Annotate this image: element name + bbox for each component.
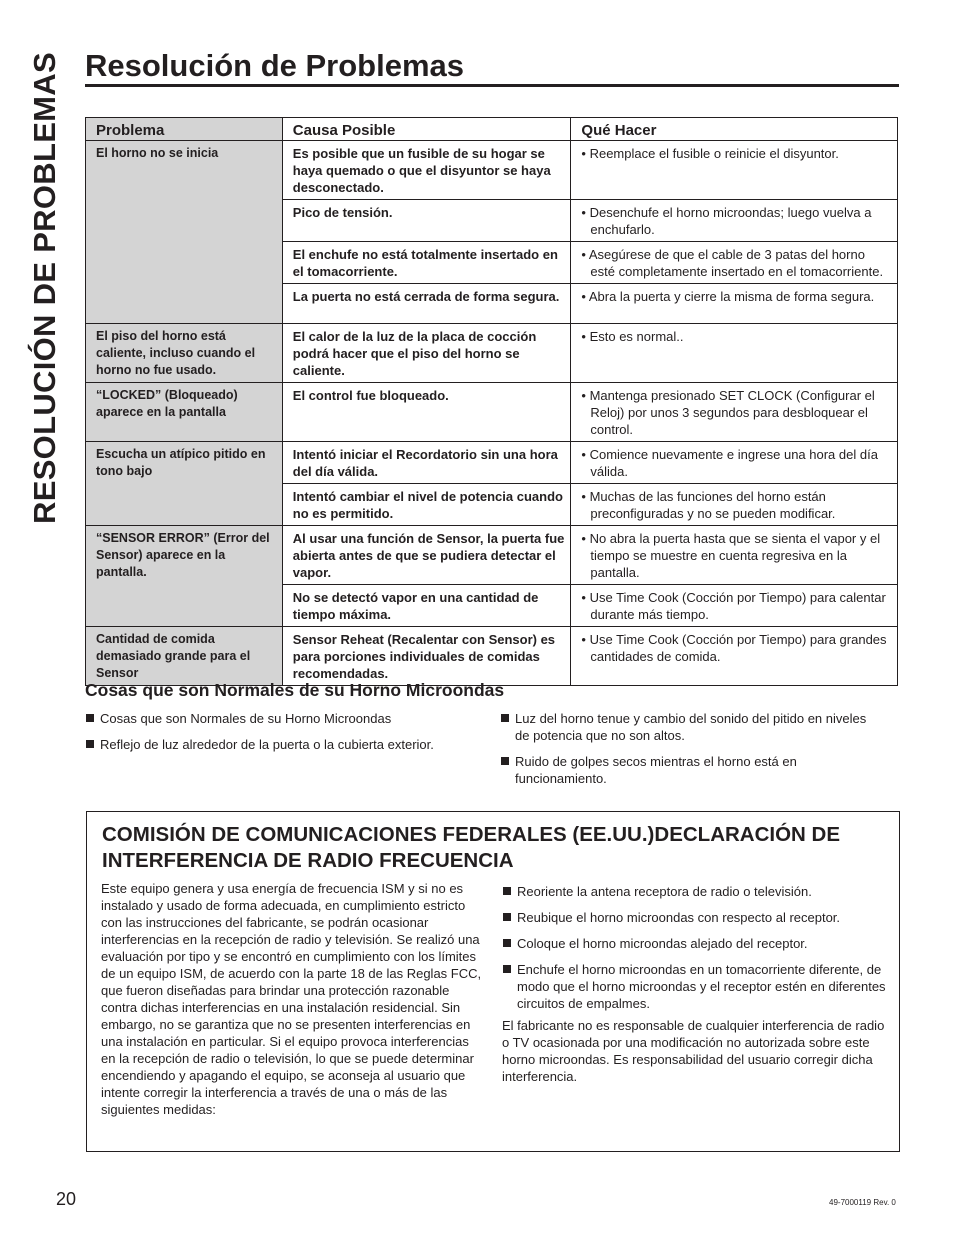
cause-cell: El calor de la luz de la placa de cocción podrá hacer que el piso del horno se caliente.: [282, 324, 571, 383]
action-text: • Esto es normal..: [581, 329, 684, 344]
action-text: • Use Time Cook (Cocción por Tiempo) para grandes cantidades de comida.: [581, 632, 887, 664]
fcc-measures-list: [502, 883, 887, 1021]
fcc-heading: COMISIÓN DE COMUNICACIONES FEDERALES (EE.UU.)DECLARACIÓN DE INTERFERENCIA DE RADIO FRECUENCIA: [102, 823, 841, 872]
cause-cell: El control fue bloqueado.: [282, 383, 571, 442]
action-cell: [571, 585, 898, 627]
problem-cell: El piso del horno está caliente, incluso cuando el horno no fue usado.: [86, 324, 283, 383]
table-row: [86, 141, 898, 200]
cause-cell: Intentó cambiar el nivel de potencia cuando no es permitido.: [282, 484, 571, 526]
fcc-paragraph: Este equipo genera y usa energía de frecuencia ISM y si no es instalado y usado de forma adecuada, en cumplimiento estricto con las instrucciones del fabricante, se podrán ocasionar interferencias en la recepción de radio y televisión. Se realizó una evaluación por tipo y se encontró en cumplimiento con los límites de un equipo ISM, de acuerdo con la parte 18 de las Reglas FCC, que fueron diseñadas para brindar una protección razonable contra dichas interferencias en una instalación residencial. Sin embargo, no se garantiza que no se presenten interferencias en una instalación en particular. Si el equipo provoca interferencias en la recepción de radio o televisión, lo que se puede determinar encendiendo y apagando el equipo, se aconseja al usuario que intente corregir la interferencia a través de una o más de las siguientes medidas:: [101, 881, 482, 1117]
table-row: [86, 324, 898, 383]
normal-things-list-left: [85, 710, 485, 762]
action-text: • Desenchufe el horno microondas; luego vuelva a enchufarlo.: [581, 205, 872, 237]
problem-cell: “LOCKED” (Bloqueado) aparece en la pantalla: [86, 383, 283, 442]
list-item: Luz del horno tenue y cambio del sonido del pitido en niveles de potencia que no son altos.: [500, 710, 870, 744]
header-action: Qué Hacer: [571, 118, 898, 141]
problem-cell: Cantidad de comida demasiado grande para el Sensor: [86, 627, 283, 686]
fcc-closing-paragraph: El fabricante no es responsable de cualquier interferencia de radio o TV ocasionada por una modificación no autorizada sobre este horno microondas. Es responsabilidad del usuario corregir dicha interferencia.: [502, 1018, 885, 1084]
problem-cell: “SENSOR ERROR” (Error del Sensor) aparece en la pantalla.: [86, 526, 283, 627]
list-item: Cosas que son Normales de su Horno Microondas: [85, 710, 485, 727]
action-text: • Muchas de las funciones del horno están preconfiguradas y no se pueden modificar.: [581, 489, 836, 521]
list-item: Reoriente la antena receptora de radio o televisión.: [502, 883, 887, 900]
problem-cell: Escucha un atípico pitido en tono bajo: [86, 442, 283, 526]
cause-cell: Pico de tensión.: [282, 200, 571, 242]
cause-cell: Sensor Reheat (Recalentar con Sensor) es para porciones individuales de comidas recomendadas.: [282, 627, 571, 686]
action-cell: [571, 442, 898, 484]
action-text: • Use Time Cook (Cocción por Tiempo) para calentar durante más tiempo.: [581, 590, 886, 622]
cause-cell: Al usar una función de Sensor, la puerta fue abierta antes de que se pudiera detectar el vapor.: [282, 526, 571, 585]
cause-cell: Intentó iniciar el Recordatorio sin una hora del día válida.: [282, 442, 571, 484]
action-text: • Asegúrese de que el cable de 3 patas del horno esté completamente insertado en el tomacorriente.: [581, 247, 884, 279]
table-row: [86, 383, 898, 442]
action-text: • No abra la puerta hasta que se sienta el vapor y el tiempo se muestre en cuenta regresiva en la pantalla.: [581, 531, 881, 580]
document-code: 49-7000119 Rev. 0: [829, 1198, 896, 1207]
cause-cell: Es posible que un fusible de su hogar se haya quemado o que el disyuntor se haya desconectado.: [282, 141, 571, 200]
header-problem: Problema: [86, 118, 283, 141]
action-cell: [571, 627, 898, 686]
cause-cell: La puerta no está cerrada de forma segura.: [282, 284, 571, 324]
action-cell: [571, 324, 898, 383]
action-cell: [571, 284, 898, 324]
action-text: • Abra la puerta y cierre la misma de forma segura.: [581, 289, 875, 304]
cause-cell: El enchufe no está totalmente insertado en el tomacorriente.: [282, 242, 571, 284]
action-cell: [571, 200, 898, 242]
header-cause: Causa Posible: [282, 118, 571, 141]
normal-things-heading: Cosas que son Normales de su Horno Microondas: [85, 680, 505, 700]
action-cell: [571, 526, 898, 585]
table-header-row: [86, 118, 898, 141]
action-cell: [571, 141, 898, 200]
list-item: Reubique el horno microondas con respecto al receptor.: [502, 909, 887, 926]
action-text: • Mantenga presionado SET CLOCK (Configurar el Reloj) por unos 3 segundos para desbloquear el control.: [581, 388, 875, 437]
action-cell: [571, 242, 898, 284]
action-cell: [571, 383, 898, 442]
cause-cell: No se detectó vapor en una cantidad de tiempo máxima.: [282, 585, 571, 627]
side-section-title-text: RESOLUCIÓN DE PROBLEMAS: [26, 51, 62, 524]
troubleshooting-table: [85, 117, 898, 686]
title-rule: [85, 84, 899, 87]
list-item: Ruido de golpes secos mientras el horno está en funcionamiento.: [500, 753, 870, 787]
list-item: Reflejo de luz alrededor de la puerta o la cubierta exterior.: [85, 736, 485, 753]
side-section-title: [22, 50, 67, 525]
table-row: [86, 627, 898, 686]
normal-things-list-right: [500, 710, 870, 796]
table-row: [86, 526, 898, 585]
action-cell: [571, 484, 898, 526]
list-item: Enchufe el horno microondas en un tomacorriente diferente, de modo que el horno microondas y el receptor estén en diferentes circuitos de empalmes.: [502, 961, 887, 1012]
page-number: 20: [56, 1189, 77, 1209]
table-row: [86, 442, 898, 484]
page-title: Resolución de Problemas: [85, 48, 464, 83]
action-text: • Reemplace el fusible o reinicie el disyuntor.: [581, 146, 839, 161]
list-item: Coloque el horno microondas alejado del receptor.: [502, 935, 887, 952]
problem-cell: El horno no se inicia: [86, 141, 283, 324]
action-text: • Comience nuevamente e ingrese una hora del día válida.: [581, 447, 878, 479]
